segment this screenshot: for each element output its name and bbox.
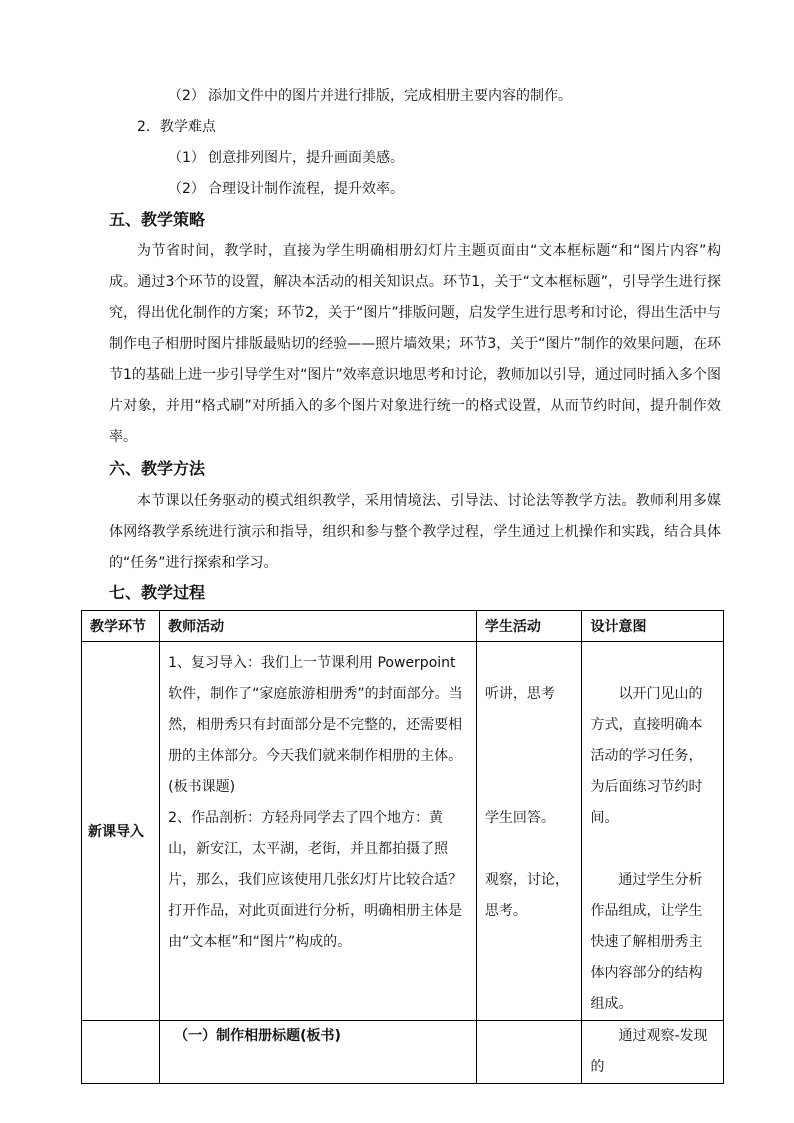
teacher-activity-cell [160, 1021, 477, 1084]
header-teacher-activity: 教师活动 [160, 611, 477, 642]
difficulty-item-2-text: 合理设计制作流程，提升效率。 [208, 181, 404, 197]
student-activity-2: 学生回答。 [484, 810, 555, 826]
teaching-process-table [81, 610, 724, 1084]
student-activity-1: 听讲，思考 [484, 686, 555, 702]
design-intent-1: 以开门见山的方式，直接明确本活动的学习任务，为后面练习节约时间。 [590, 686, 703, 826]
design-intent-2: 通过学生分析作品组成，让学生快速了解相册秀主体内容部分的结构组成。 [590, 872, 703, 1012]
difficulty-item-1-text: 创意排列图片，提升画面美感。 [208, 150, 404, 166]
student-activity-cell [476, 642, 582, 1021]
objective-item-2 [168, 86, 572, 106]
table-row [82, 1021, 724, 1084]
table-row [82, 642, 724, 1021]
section-6-body [109, 486, 721, 579]
difficulty-item-1-number: （1） [168, 150, 205, 166]
objective-item-2-text: 添加文件中的图片并进行排版，完成相册主要内容的制作。 [208, 88, 572, 104]
teacher-activity-p1: 1、复习导入：我们上一节课利用 Powerpoint 软件，制作了“家庭旅游相册秀”的封面部分。当然，相册秀只有封面部分是不完整的，还需要相册的主体部分。今天我们就来制作相册的主体。(板书课题) [168, 655, 463, 795]
section-6-title: 六、教学方法 [109, 459, 206, 478]
stage-cell: 新课导入 [82, 642, 160, 1021]
difficulty-item-1 [168, 148, 404, 168]
teacher-activity-p2: 2、作品剖析：方轻舟同学去了四个地方：黄山，新安江，太平湖，老街，并且都拍摄了照片，那么，我们应该使用几张幻灯片比较合适？打开作品，对此页面进行分析，明确相册主体是由“文本框”和“图片”构成的。 [168, 810, 463, 950]
teacher-activity-heading: （一）制作相册标题(板书) [174, 1028, 341, 1044]
header-design-intent: 设计意图 [582, 611, 724, 642]
header-stage: 教学环节 [82, 611, 160, 642]
objective-item-2-number: （2） [168, 88, 205, 104]
section-6-paragraph: 本节课以任务驱动的模式组织教学，采用情境法、引导法、讨论法等教学方法。教师利用多媒体网络教学系统进行演示和指导，组织和参与整个教学过程，学生通过上机操作和实践，结合具体的“任务”进行探索和学习。 [109, 493, 721, 571]
design-intent-cell [582, 1021, 724, 1084]
student-activity-cell-empty [476, 1021, 582, 1084]
student-activity-3: 观察，讨论，思考。 [484, 872, 569, 919]
table-header-row [82, 611, 724, 642]
difficulty-item-2-number: （2） [168, 181, 205, 197]
design-intent-cell [582, 642, 724, 1021]
difficulty-item-2 [168, 179, 404, 199]
stage-cell-empty [82, 1021, 160, 1084]
teacher-activity-cell [160, 642, 477, 1021]
header-student-activity: 学生活动 [476, 611, 582, 642]
section-5-paragraph: 为节省时间，教学时，直接为学生明确相册幻灯片主题页面由“文本框标题“和“图片内容”构成。通过3个环节的设置，解决本活动的相关知识点。环节1，关于“文本框标题”，引导学生进行探究，得出优化制作的方案；环节2，关于“图片”排版问题，启发学生进行思考和讨论，得出生活中与制作电子相册时图片排版最贴切的经验——照片墙效果；环节3，关于“图片”制作的效果问题，在环节1的基础上进一步引导学生对“图片”效率意识地思考和讨论，教师加以引导，通过同时插入多个图片对象，并用“格式刷”对所插入的多个图片对象进行统一的格式设置，从而节约时间，提升制作效率。 [109, 243, 721, 445]
section-7-title: 七、教学过程 [109, 583, 206, 602]
section-5-title: 五、教学策略 [109, 210, 206, 229]
design-intent-partial: 通过观察-发现的 [590, 1028, 708, 1075]
section-5-body [109, 236, 721, 453]
difficulty-subtitle: 2．教学难点 [137, 119, 216, 135]
